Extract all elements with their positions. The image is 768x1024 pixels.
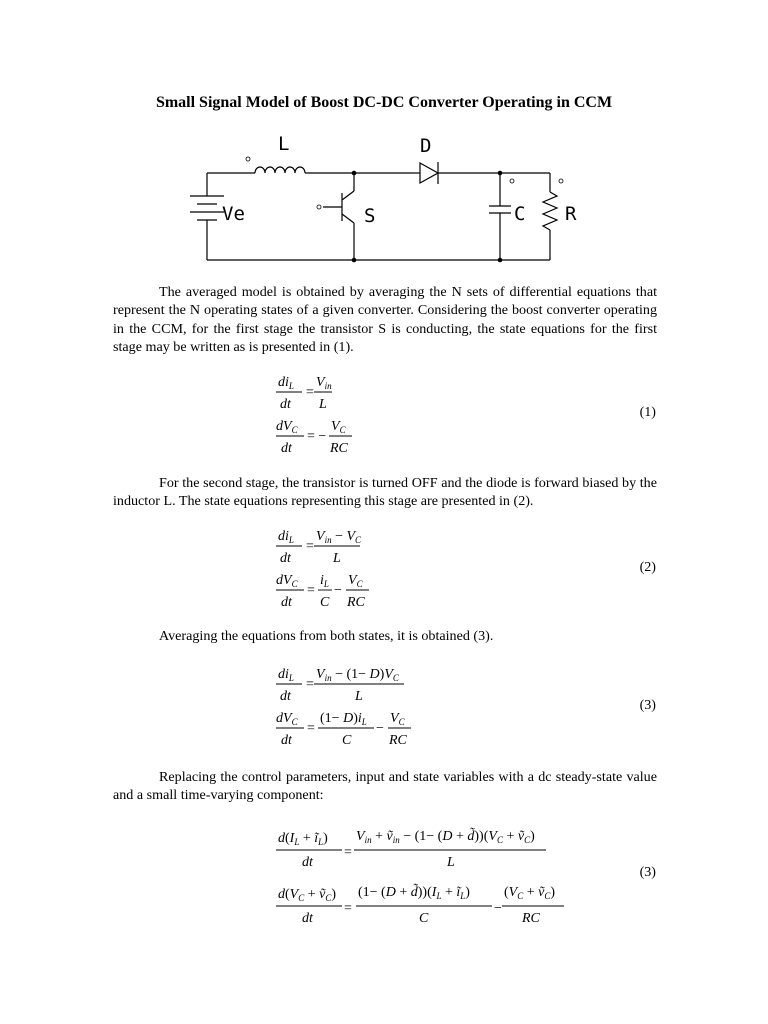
equation-4	[272, 822, 572, 926]
svg-text:=: =	[306, 385, 314, 400]
svg-text:=: =	[306, 677, 314, 692]
svg-text:= −: = −	[307, 429, 327, 444]
svg-text:RC: RC	[347, 595, 365, 610]
svg-text:d(VC + ṽC): $d(V_C$ + ṽ$_C$)	[278, 887, 337, 903]
svg-text:d(IL + ĩL): $d(I_L$ + $ĩ_L$)	[278, 831, 328, 847]
label-diode: D	[420, 135, 432, 157]
svg-text:L: L	[355, 689, 363, 704]
svg-text:RC: RC	[522, 911, 540, 926]
svg-text:dt: dt	[281, 595, 292, 610]
svg-text:Vin − VC: $V_{in} - V_C$	[316, 529, 362, 545]
svg-text:(1− D)iL: $(1- D)i_L$	[320, 711, 367, 727]
svg-text:dVC: $dV_C$	[276, 711, 298, 727]
equation-1	[272, 372, 382, 460]
resistor-zigzag	[543, 192, 557, 230]
svg-text:dt: dt	[280, 397, 291, 412]
label-inductor: L	[278, 133, 290, 155]
svg-text:diL: $di_L$	[278, 529, 294, 545]
svg-text:L: L	[447, 855, 455, 870]
svg-text:iL: $i_L$	[320, 573, 329, 589]
label-capacitor: C	[514, 203, 526, 225]
paragraph-small-signal: Replacing the control parameters, input and state variables with a dc steady-state value and a small time-varying component:	[113, 769, 657, 804]
svg-text:L: L	[333, 551, 341, 566]
inductor-coil	[255, 167, 305, 173]
equation-2	[272, 526, 392, 614]
equation-3	[272, 664, 422, 752]
svg-text:VC: $V_C$	[331, 419, 346, 435]
label-source: Ve	[222, 203, 245, 225]
svg-text:−: −	[334, 583, 342, 598]
svg-text:dVC: $dV_C$	[276, 573, 298, 589]
svg-text:C: C	[419, 911, 429, 926]
svg-text:diL: $di_L$	[278, 375, 294, 391]
svg-text:dt: dt	[280, 551, 291, 566]
svg-text:RC: RC	[330, 441, 348, 456]
svg-text:=: =	[307, 721, 315, 736]
svg-text:dt: dt	[281, 441, 292, 456]
equation-label-3: (3)	[639, 697, 656, 713]
svg-text:=: =	[306, 539, 314, 554]
svg-text:Vin: $V_{in}$	[316, 375, 332, 391]
label-switch: S	[364, 205, 376, 227]
svg-text:dt: dt	[302, 855, 313, 870]
svg-text:C: C	[342, 733, 352, 748]
svg-text:(VC + ṽC): ($V_C$ + ṽ$_C$)	[504, 885, 556, 901]
svg-text:−: −	[494, 901, 502, 916]
label-resistor: R	[565, 203, 577, 225]
svg-text:C: C	[320, 595, 330, 610]
svg-text:RC: RC	[389, 733, 407, 748]
boost-converter-schematic	[180, 128, 590, 268]
svg-text:Vin − (1− D)VC: $V_{in} - (1- D)V_C$	[316, 667, 399, 683]
page-title: Small Signal Model of Boost DC-DC Converter Operating in CCM	[155, 94, 613, 111]
svg-text:=: =	[344, 845, 352, 860]
svg-text:dVC: $dV_C$	[276, 419, 298, 435]
svg-text:−: −	[376, 721, 384, 736]
diode-symbol	[420, 163, 438, 183]
svg-text:dt: dt	[302, 911, 313, 926]
paragraph-second-stage: For the second stage, the transistor is turned OFF and the diode is forward biased by the inductor L. The state equations representing this stage are presented in (2).	[113, 475, 657, 510]
svg-text:=: =	[344, 901, 352, 916]
svg-text:(1− (D + d̃))(IL + ĩL): $(1- (D + d̃))(I_L$ + $ĩ_L$)	[358, 885, 470, 901]
paragraph-averaged-model: The averaged model is obtained by averaging the N sets of differential equations that represent the N operating states of a given converter. Considering the boost converter operating in the CCM, for the first stage the transistor S is conducting, the state equations for the first stage may be written as is presented in (1).	[113, 284, 657, 356]
svg-text:L: L	[319, 397, 327, 412]
equation-label-1: (1)	[639, 404, 656, 420]
paragraph-averaging: Averaging the equations from both states, it is obtained (3).	[159, 628, 494, 644]
svg-text:diL: $di_L$	[278, 667, 294, 683]
svg-text:=: =	[307, 583, 315, 598]
equation-label-4: (3)	[639, 864, 656, 880]
svg-text:VC: $V_C$	[348, 573, 363, 589]
svg-text:dt: dt	[280, 689, 291, 704]
svg-text:dt: dt	[281, 733, 292, 748]
svg-text:VC: $V_C$	[390, 711, 405, 727]
equation-label-2: (2)	[639, 559, 656, 575]
svg-text:Vin + ṽin − (1− (D + d̃))(VC +: $V_{in}$ + ṽ$_{in}$ − $(1- (D + d̃))(V_C$ + ṽ$_C$)	[356, 829, 535, 845]
